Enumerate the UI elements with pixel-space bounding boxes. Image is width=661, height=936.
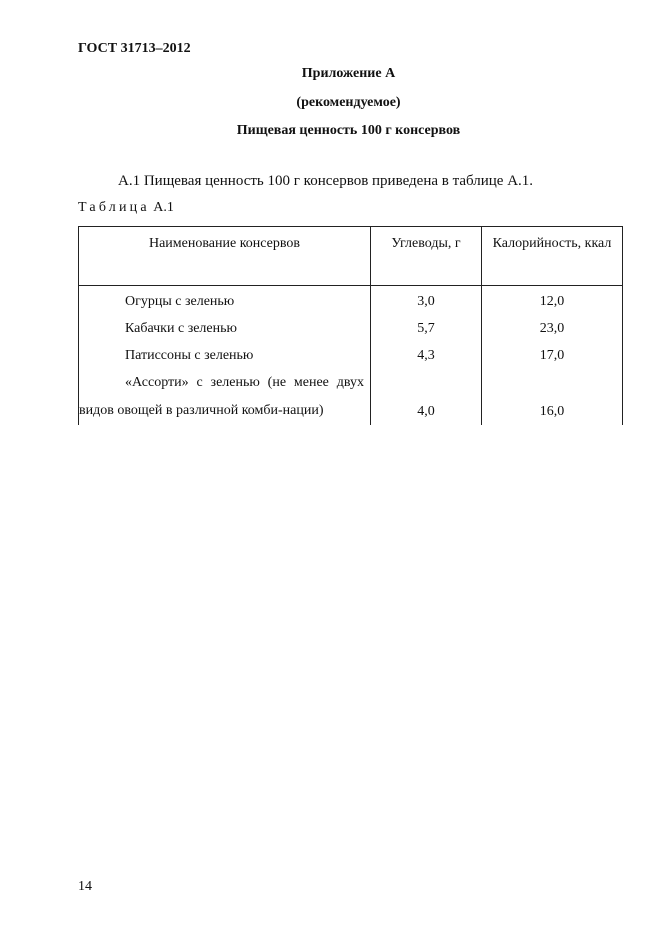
table-row (79, 342, 623, 369)
nutrition-table (78, 226, 623, 425)
header-name: Наименование консервов (79, 227, 371, 286)
standard-code: ГОСТ 31713–2012 (78, 41, 191, 56)
annex-status: (рекомендуемое) (296, 95, 401, 110)
row-name-text: «Ассорти» с зеленью (не менее двух видов овощей в различной комби-нации) (79, 375, 364, 418)
annex-title: Приложение А (301, 66, 396, 81)
header-kcal: Калорийность, ккал (482, 227, 623, 286)
row-name: Кабачки с зеленью (79, 315, 371, 342)
table-row (79, 286, 623, 316)
row-carbs: 3,0 (371, 286, 482, 316)
row-carbs: 4,3 (371, 342, 482, 369)
table-header-row (79, 227, 623, 286)
row-name: Огурцы с зеленью (79, 286, 371, 316)
table-caption-number: А.1 (153, 200, 174, 215)
table-caption-word: Таблица (78, 200, 150, 215)
row-kcal: 23,0 (482, 315, 623, 342)
annex-heading: Пищевая ценность 100 г консервов (236, 123, 461, 138)
header-carbs: Углеводы, г (371, 227, 482, 286)
row-name (79, 369, 371, 425)
row-name: Патиссоны с зеленью (79, 342, 371, 369)
intro-paragraph: А.1 Пищевая ценность 100 г консервов приведена в таблице А.1. (118, 173, 534, 189)
row-carbs: 4,0 (371, 369, 482, 425)
table-row (79, 369, 623, 425)
row-carbs: 5,7 (371, 315, 482, 342)
row-kcal: 17,0 (482, 342, 623, 369)
table-row (79, 315, 623, 342)
page-number: 14 (78, 879, 92, 894)
row-kcal: 12,0 (482, 286, 623, 316)
table-caption (78, 200, 174, 216)
row-kcal: 16,0 (482, 369, 623, 425)
